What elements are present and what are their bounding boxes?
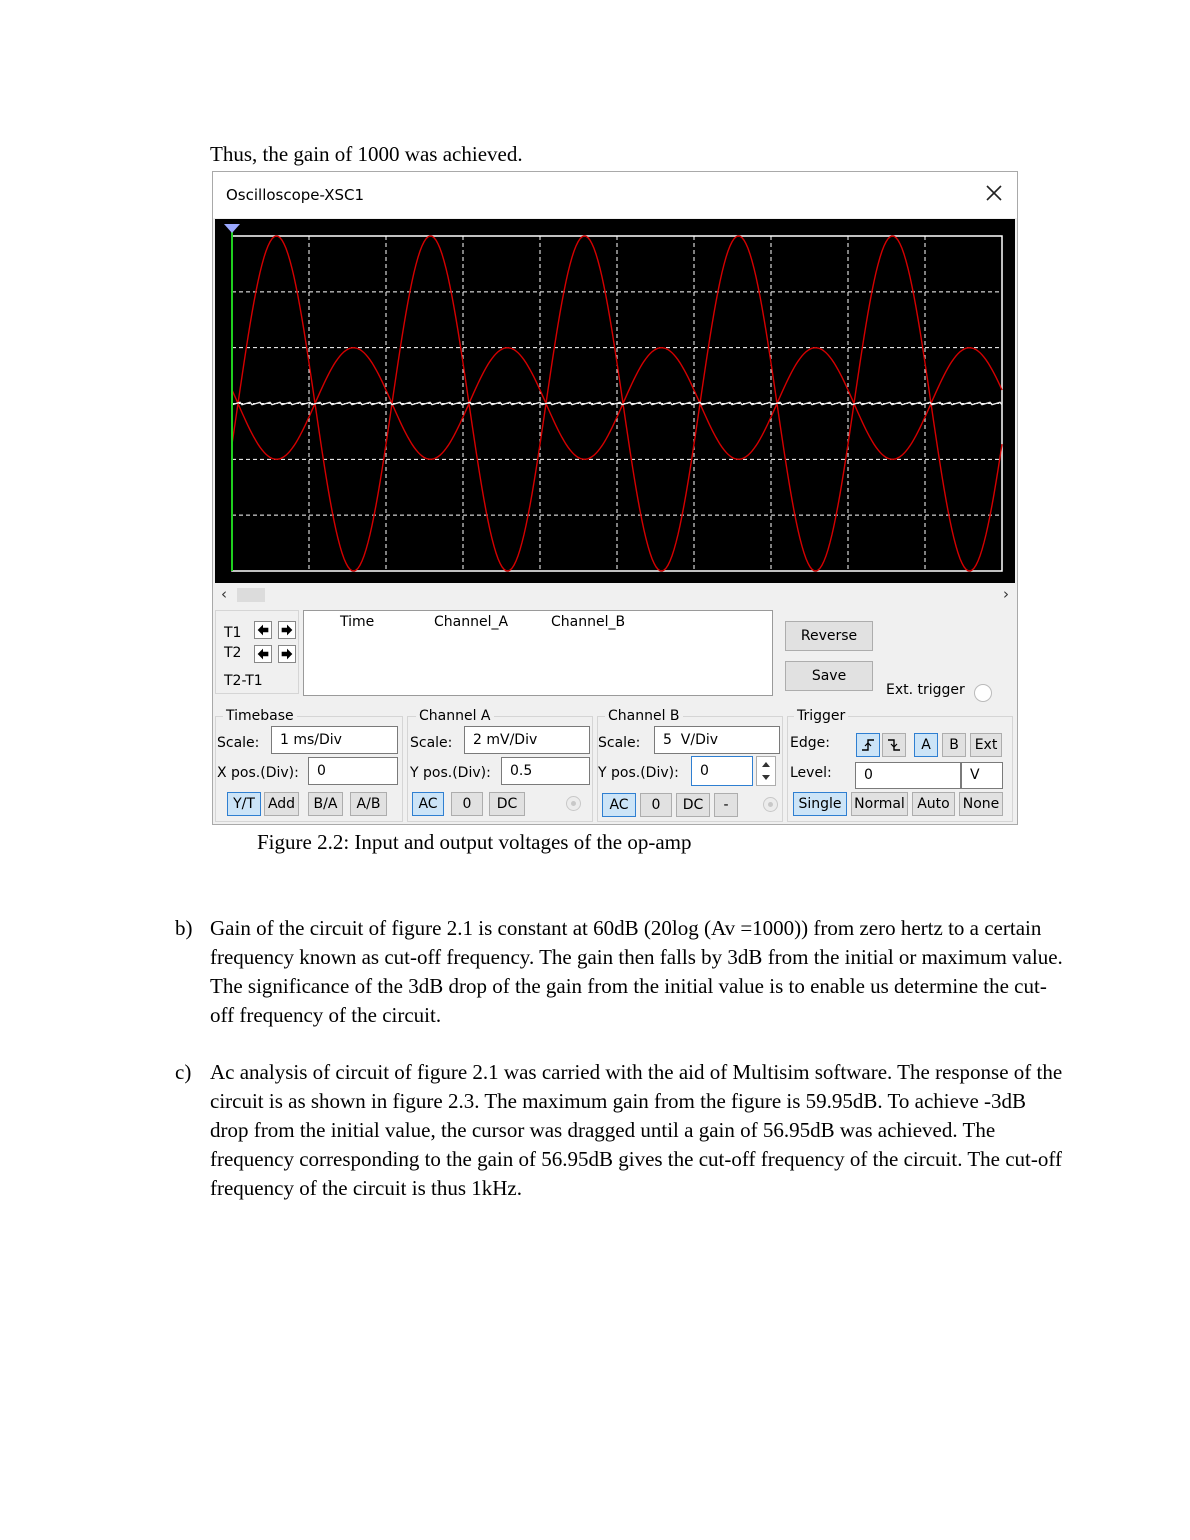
- save-button[interactable]: Save: [785, 661, 873, 691]
- intro-text: Thus, the gain of 1000 was achieved.: [210, 142, 523, 166]
- t2-left-arrow-icon[interactable]: [254, 645, 272, 663]
- channel-a-ypos-label: Y pos.(Div):: [410, 765, 491, 781]
- t1-left-arrow-icon[interactable]: [254, 621, 272, 639]
- channel-a-scale-field[interactable]: 2 mV/Div: [464, 726, 590, 754]
- readout-col-channel-a: Channel_A: [434, 614, 509, 630]
- trigger-none-button[interactable]: None: [959, 792, 1003, 816]
- trigger-source-b-button[interactable]: B: [942, 733, 966, 757]
- trigger-level-field[interactable]: 0: [855, 762, 961, 789]
- scroll-thumb[interactable]: [237, 588, 265, 602]
- t1-label: T1: [224, 625, 242, 641]
- close-icon[interactable]: [983, 182, 1005, 204]
- timebase-xpos-label: X pos.(Div):: [217, 765, 299, 781]
- paragraph-c-text: Ac analysis of circuit of figure 2.1 was carried with the aid of Multisim software. The response of the circuit is as shown in figure 2.3. The maximum gain from the figure is 59.95dB. To achieve -3dB drop from the initial value, the cursor was dragged until a gain of 56.95dB was achieved. The frequency corresponding to the gain of 56.95dB gives the cut-off frequency of the circuit. The cut-off frequency of the circuit is thus 1kHz.: [210, 1060, 1063, 1200]
- t2-t1-label: T2-T1: [224, 673, 263, 689]
- readout-table: [303, 610, 773, 696]
- paragraph-b-text: Gain of the circuit of figure 2.1 is constant at 60dB (20log (Av =1000)) from zero hertz to a certain frequency known as cut-off frequency. The gain then falls by 3dB from the initial or maximum value. The significance of the 3dB drop of the gain from the initial value is to enable us determine the cut-off frequency of the circuit.: [210, 916, 1063, 1027]
- channel-a-dc-button[interactable]: DC: [489, 792, 525, 816]
- scroll-left-icon[interactable]: ‹: [221, 585, 227, 603]
- channel-b-scale-field[interactable]: 5 V/Div: [654, 726, 780, 754]
- rising-edge-icon: [857, 734, 879, 756]
- channel-b-zero-button[interactable]: 0: [640, 793, 672, 817]
- mode-add-button[interactable]: Add: [264, 792, 299, 816]
- oscilloscope-window: [212, 171, 1018, 825]
- trigger-auto-button[interactable]: Auto: [912, 792, 955, 816]
- channel-a-scale-label: Scale:: [410, 735, 453, 751]
- trigger-level-label: Level:: [790, 765, 832, 781]
- channel-b-ypos-label: Y pos.(Div):: [598, 765, 679, 781]
- timebase-scale-label: Scale:: [217, 735, 260, 751]
- channel-b-scale-label: Scale:: [598, 735, 641, 751]
- mode-ba-button[interactable]: B/A: [308, 792, 343, 816]
- trigger-title: Trigger: [794, 708, 848, 724]
- horizontal-scrollbar[interactable]: [215, 585, 1015, 605]
- falling-edge-button[interactable]: [882, 733, 906, 757]
- trigger-source-a-button[interactable]: A: [914, 733, 938, 757]
- trigger-normal-button[interactable]: Normal: [851, 792, 908, 816]
- falling-edge-icon: [883, 734, 905, 756]
- channel-b-ypos-field[interactable]: 0: [691, 756, 753, 786]
- t2-label: T2: [224, 645, 242, 661]
- spinner-arrows-icon: [757, 757, 775, 785]
- figure-caption: Figure 2.2: Input and output voltages of the op-amp: [257, 830, 692, 854]
- rising-edge-button[interactable]: [856, 733, 880, 757]
- channel-b-title: Channel B: [605, 708, 683, 724]
- readout-col-channel-b: Channel_B: [551, 614, 626, 630]
- paragraph-b: [175, 914, 1065, 1030]
- channel-b-ac-button[interactable]: AC: [602, 793, 636, 817]
- ext-trigger-label: Ext. trigger: [886, 682, 965, 698]
- title-bar[interactable]: [213, 172, 1017, 218]
- channel-b-ypos-spinner[interactable]: [756, 756, 776, 786]
- scope-display: [215, 219, 1015, 583]
- timebase-scale-field[interactable]: 1 ms/Div: [271, 726, 398, 754]
- channel-a-title: Channel A: [416, 708, 494, 724]
- trigger-edge-label: Edge:: [790, 735, 830, 751]
- trigger-source-ext-button[interactable]: Ext: [970, 733, 1002, 757]
- paragraph-c-marker: c): [175, 1060, 192, 1084]
- timebase-xpos-field[interactable]: 0: [308, 757, 398, 785]
- paragraph-b-marker: b): [175, 916, 193, 940]
- scroll-right-icon[interactable]: ›: [1003, 585, 1009, 603]
- mode-ab-button[interactable]: A/B: [350, 792, 387, 816]
- readout-col-time: Time: [340, 614, 375, 630]
- reverse-button[interactable]: Reverse: [785, 621, 873, 651]
- trigger-level-unit[interactable]: V: [961, 762, 1003, 789]
- ext-trigger-radio[interactable]: [974, 684, 992, 702]
- channel-b-dc-button[interactable]: DC: [676, 793, 710, 817]
- channel-a-ac-button[interactable]: AC: [412, 792, 444, 816]
- timebase-title: Timebase: [223, 708, 297, 724]
- channel-a-ypos-field[interactable]: 0.5: [501, 757, 590, 785]
- channel-b-color-radio[interactable]: [763, 797, 778, 812]
- scope-screen[interactable]: [215, 219, 1015, 583]
- mode-yt-button[interactable]: Y/T: [227, 792, 261, 816]
- channel-a-color-radio[interactable]: [566, 796, 581, 811]
- cursor-controls: [215, 610, 299, 694]
- t1-right-arrow-icon[interactable]: [278, 621, 296, 639]
- window-title: Oscilloscope-XSC1: [226, 186, 365, 204]
- channel-b-invert-button[interactable]: -: [714, 793, 738, 817]
- trigger-single-button[interactable]: Single: [793, 792, 847, 816]
- channel-a-zero-button[interactable]: 0: [451, 792, 483, 816]
- paragraph-c: [175, 1058, 1065, 1203]
- t2-right-arrow-icon[interactable]: [278, 645, 296, 663]
